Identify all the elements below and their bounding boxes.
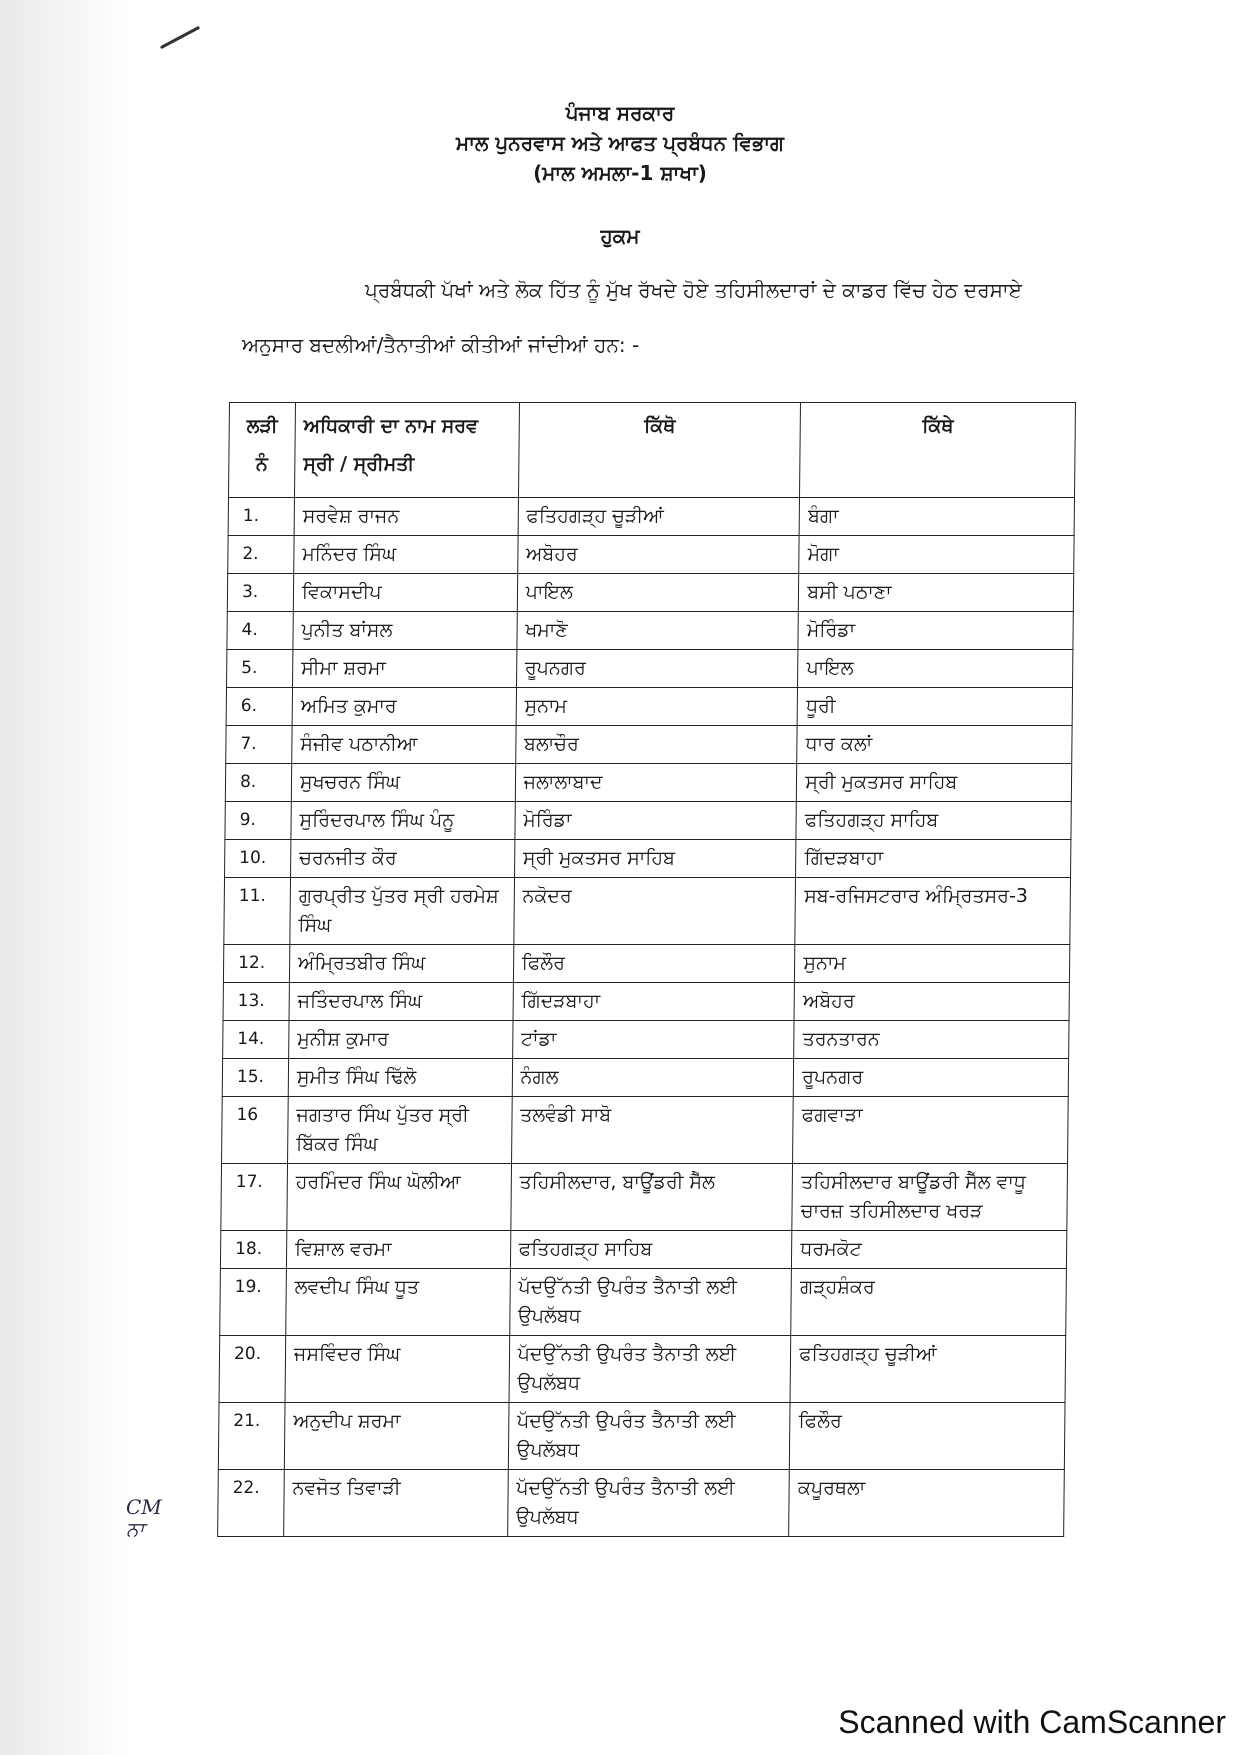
from-cell: ਪੱਦਉੱਨਤੀ ਉਪਰੰਤ ਤੈਨਾਤੀ ਲਈ ਉਪਲੱਬਧ <box>509 1269 791 1336</box>
from-cell: ਜਲਾਲਾਬਾਦ <box>515 764 797 802</box>
officer-name-cell: ਸੀਮਾ ਸ਼ਰਮਾ <box>292 650 516 688</box>
to-cell: ਧਾਰ ਕਲਾਂ <box>797 726 1072 764</box>
header-to: ਕਿੱਥੇ <box>800 403 1076 498</box>
table-row <box>225 802 1071 840</box>
table-row <box>223 1021 1069 1059</box>
from-cell: ਨਕੋਦਰ <box>514 878 796 945</box>
to-cell: ਕਪੂਰਥਲਾ <box>789 1470 1064 1537</box>
intro-line-1: ਪ੍ਰਬੰਧਕੀ ਪੱਖਾਂ ਅਤੇ ਲੋਕ ਹਿੱਤ ਨੂੰ ਮੁੱਖ ਰੱਖਦੇ ਹੋਏ ਤਹਿਸੀਲਦਾਰਾਂ ਦੇ ਕਾਡਰ ਵਿੱਚ ਹੇਠ ਦਰਸਾਏ <box>365 278 1022 302</box>
table-row <box>222 1059 1068 1097</box>
header-officer-name: ਅਧਿਕਾਰੀ ਦਾ ਨਾਮ ਸਰਵ ਸ੍ਰੀ / ਸ੍ਰੀਮਤੀ <box>294 403 519 498</box>
scan-edge-shadow <box>0 0 130 1755</box>
table-row <box>225 764 1071 802</box>
initials-line-2: ਨਾ <box>126 1517 145 1541</box>
table-row <box>218 1403 1065 1470</box>
to-cell: ਗਿੱਦੜਬਾਹਾ <box>796 840 1071 878</box>
from-cell: ਗਿੱਦੜਬਾਹਾ <box>513 983 795 1021</box>
intro-line-2: ਅਨੁਸਾਰ ਬਦਲੀਆਂ/ਤੈਨਾਤੀਆਂ ਕੀਤੀਆਂ ਜਾਂਦੀਆਂ ਹਨ: - <box>242 333 640 357</box>
table-row <box>223 983 1069 1021</box>
serial-number-cell: 15. <box>222 1059 288 1097</box>
to-cell: ਤਹਿਸੀਲਦਾਰ ਬਾਊਂਡਰੀ ਸੈੱਲ ਵਾਧੂ ਚਾਰਜ਼ ਤਹਿਸੀਲਦਾਰ ਖਰੜ <box>792 1164 1067 1231</box>
officer-name-cell: ਅਨੁਦੀਪ ਸ਼ਰਮਾ <box>284 1403 508 1470</box>
from-cell: ਫਤਿਹਗੜ੍ਹ ਸਾਹਿਬ <box>510 1231 792 1269</box>
table-row <box>218 1470 1065 1537</box>
pen-mark-icon <box>160 26 200 49</box>
branch-name: (ਮਾਲ ਅਮਲਾ-1 ਸ਼ਾਖਾ) <box>533 161 707 185</box>
officer-name-cell: ਸੁਖਚਰਨ ਸਿੰਘ <box>291 764 515 802</box>
serial-number-cell: 1. <box>228 498 294 536</box>
table-row <box>221 1164 1068 1231</box>
from-cell: ਤਹਿਸੀਲਦਾਰ, ਬਾਊਂਡਰੀ ਸੈੱਲ <box>511 1164 793 1231</box>
serial-number-cell: 5. <box>227 650 293 688</box>
margin-initials <box>126 1496 162 1540</box>
table-row <box>226 688 1072 726</box>
serial-number-cell: 20. <box>219 1336 286 1403</box>
officer-name-cell: ਵਿਸ਼ਾਲ ਵਰਮਾ <box>286 1231 510 1269</box>
from-cell: ਫਿਲੌਰ <box>513 945 795 983</box>
to-cell: ਫਿਲੌਰ <box>790 1403 1065 1470</box>
table-row <box>219 1336 1066 1403</box>
from-cell: ਰੂਪਨਗਰ <box>516 650 798 688</box>
to-cell: ਧਰਮਕੋਟ <box>792 1231 1067 1269</box>
to-cell: ਫਗਵਾੜਾ <box>793 1097 1068 1164</box>
officer-name-cell: ਜਗਤਾਰ ਸਿੰਘ ਪੁੱਤਰ ਸ੍ਰੀ ਬਿੱਕਰ ਸਿੰਘ <box>287 1097 511 1164</box>
department-name: ਮਾਲ ਪੁਨਰਵਾਸ ਅਤੇ ਆਫਤ ਪ੍ਰਬੰਧਨ ਵਿਭਾਗ <box>456 131 784 155</box>
from-cell: ਪੱਦਉੱਨਤੀ ਉਪਰੰਤ ਤੈਨਾਤੀ ਲਈ ਉਪਲੱਬਧ <box>507 1470 789 1537</box>
officer-name-cell: ਨਵਜੋਤ ਤਿਵਾੜੀ <box>284 1470 508 1537</box>
to-cell: ਫਤਿਹਗੜ੍ਹ ਚੂੜੀਆਂ <box>790 1336 1065 1403</box>
scanner-watermark: Scanned with CamScanner <box>838 1704 1226 1740</box>
table-row <box>228 498 1074 536</box>
to-cell: ਤਰਨਤਾਰਨ <box>794 1021 1069 1059</box>
to-cell: ਫਤਿਹਗੜ੍ਹ ਸਾਹਿਬ <box>796 802 1071 840</box>
serial-number-cell: 6. <box>226 688 292 726</box>
from-cell: ਅਬੋਹਰ <box>517 536 799 574</box>
officer-name-cell: ਲਵਦੀਪ ਸਿੰਘ ਧੂਤ <box>286 1269 510 1336</box>
serial-number-cell: 4. <box>227 612 293 650</box>
serial-number-cell: 11. <box>224 878 291 945</box>
officer-name-cell: ਸੁਰਿੰਦਰਪਾਲ ਸਿੰਘ ਪੰਨੂ <box>291 802 515 840</box>
officer-name-cell: ਅਮਿਤ ਕੁਮਾਰ <box>292 688 516 726</box>
table-header-row <box>228 403 1075 498</box>
officer-name-cell: ਜਤਿੰਦਰਪਾਲ ਸਿੰਘ <box>289 983 513 1021</box>
serial-number-cell: 7. <box>226 726 292 764</box>
from-cell: ਮੋਰਿੰਡਾ <box>515 802 797 840</box>
officer-name-cell: ਜਸਵਿੰਦਰ ਸਿੰਘ <box>285 1336 509 1403</box>
serial-number-cell: 14. <box>223 1021 289 1059</box>
to-cell: ਮੋਰਿੰਡਾ <box>798 612 1073 650</box>
serial-number-cell: 9. <box>225 802 291 840</box>
to-cell: ਸੁਨਾਮ <box>795 945 1070 983</box>
table-row <box>226 726 1072 764</box>
to-cell: ਧੂਰੀ <box>797 688 1072 726</box>
order-title: ਹੁਕਮ <box>600 224 640 248</box>
serial-number-cell: 13. <box>223 983 289 1021</box>
officer-name-cell: ਮਨਿੰਦਰ ਸਿੰਘ <box>294 536 518 574</box>
table-row <box>223 945 1069 983</box>
to-cell: ਰੂਪਨਗਰ <box>794 1059 1069 1097</box>
serial-number-cell: 19. <box>220 1269 287 1336</box>
to-cell: ਅਬੋਹਰ <box>794 983 1069 1021</box>
table-row <box>220 1269 1067 1336</box>
table-body <box>218 498 1075 1537</box>
to-cell: ਮੋਗਾ <box>799 536 1074 574</box>
serial-number-cell: 17. <box>221 1164 288 1231</box>
from-cell: ਫਤਿਹਗੜ੍ਹ ਚੂੜੀਆਂ <box>518 498 800 536</box>
from-cell: ਪੱਦਉੱਨਤੀ ਉਪਰੰਤ ਤੈਨਾਤੀ ਲਈ ਉਪਲੱਬਧ <box>509 1336 791 1403</box>
officer-name-cell: ਪੁਨੀਤ ਬਾਂਸਲ <box>293 612 517 650</box>
from-cell: ਸ੍ਰੀ ਮੁਕਤਸਰ ਸਾਹਿਬ <box>514 840 796 878</box>
from-cell: ਬਲਾਚੌਰ <box>515 726 797 764</box>
officer-name-cell: ਹਰਮਿੰਦਰ ਸਿੰਘ ਘੋਲੀਆ <box>287 1164 511 1231</box>
officer-name-cell: ਚਰਨਜੀਤ ਕੌਰ <box>290 840 514 878</box>
table-row <box>227 650 1073 688</box>
to-cell: ਪਾਇਲ <box>798 650 1073 688</box>
table-row <box>227 612 1073 650</box>
header-serial-number: ਲੜੀ ਨੰ <box>228 403 295 498</box>
officer-name-cell: ਅੰਮ੍ਰਿਤਬੀਰ ਸਿੰਘ <box>289 945 513 983</box>
table-row <box>220 1231 1066 1269</box>
officer-name-cell: ਸਰਵੇਸ਼ ਰਾਜਨ <box>294 498 518 536</box>
from-cell: ਪਾਇਲ <box>517 574 799 612</box>
serial-number-cell: 12. <box>223 945 289 983</box>
from-cell: ਪੱਦਉੱਨਤੀ ਉਪਰੰਤ ਤੈਨਾਤੀ ਲਈ ਉਪਲੱਬਧ <box>508 1403 790 1470</box>
serial-number-cell: 3. <box>227 574 293 612</box>
initials-line-1: CM <box>126 1495 162 1519</box>
serial-number-cell: 2. <box>228 536 294 574</box>
table-row <box>222 1097 1069 1164</box>
officer-name-cell: ਮੁਨੀਸ਼ ਕੁਮਾਰ <box>289 1021 513 1059</box>
serial-number-cell: 21. <box>218 1403 285 1470</box>
from-cell: ਸੁਨਾਮ <box>516 688 798 726</box>
to-cell: ਗੜ੍ਹਸ਼ੰਕਰ <box>791 1269 1066 1336</box>
government-name: ਪੰਜਾਬ ਸਰਕਾਰ <box>565 101 675 125</box>
serial-number-cell: 8. <box>225 764 291 802</box>
header-from: ਕਿੱਥੋ <box>518 403 801 498</box>
table-row <box>227 574 1073 612</box>
officer-name-cell: ਸੰਜੀਵ ਪਠਾਨੀਆ <box>292 726 516 764</box>
to-cell: ਬਸੀ ਪਠਾਣਾ <box>799 574 1074 612</box>
document-header <box>0 98 1240 188</box>
from-cell: ਤਲਵੰਡੀ ਸਾਬੋ <box>511 1097 793 1164</box>
officer-name-cell: ਸੁਮੀਤ ਸਿੰਘ ਢਿੱਲੋ <box>288 1059 512 1097</box>
table-row <box>224 878 1071 945</box>
from-cell: ਟਾਂਡਾ <box>512 1021 794 1059</box>
table-row <box>225 840 1071 878</box>
to-cell: ਸਬ-ਰਜਿਸਟਰਾਰ ਅੰਮ੍ਰਿਤਸਰ-3 <box>795 878 1070 945</box>
from-cell: ਖਮਾਣੋ <box>517 612 799 650</box>
to-cell: ਸ੍ਰੀ ਮੁਕਤਸਰ ਸਾਹਿਬ <box>797 764 1072 802</box>
to-cell: ਬੰਗਾ <box>799 498 1074 536</box>
table-row <box>228 536 1074 574</box>
transfer-table <box>217 402 1076 1537</box>
serial-number-cell: 10. <box>225 840 291 878</box>
serial-number-cell: 22. <box>218 1470 285 1537</box>
officer-name-cell: ਗੁਰਪ੍ਰੀਤ ਪੁੱਤਰ ਸ੍ਰੀ ਹਰਮੇਸ਼ ਸਿੰਘ <box>290 878 514 945</box>
officer-name-cell: ਵਿਕਾਸਦੀਪ <box>293 574 517 612</box>
from-cell: ਨੰਗਲ <box>512 1059 794 1097</box>
serial-number-cell: 18. <box>220 1231 286 1269</box>
serial-number-cell: 16 <box>222 1097 289 1164</box>
